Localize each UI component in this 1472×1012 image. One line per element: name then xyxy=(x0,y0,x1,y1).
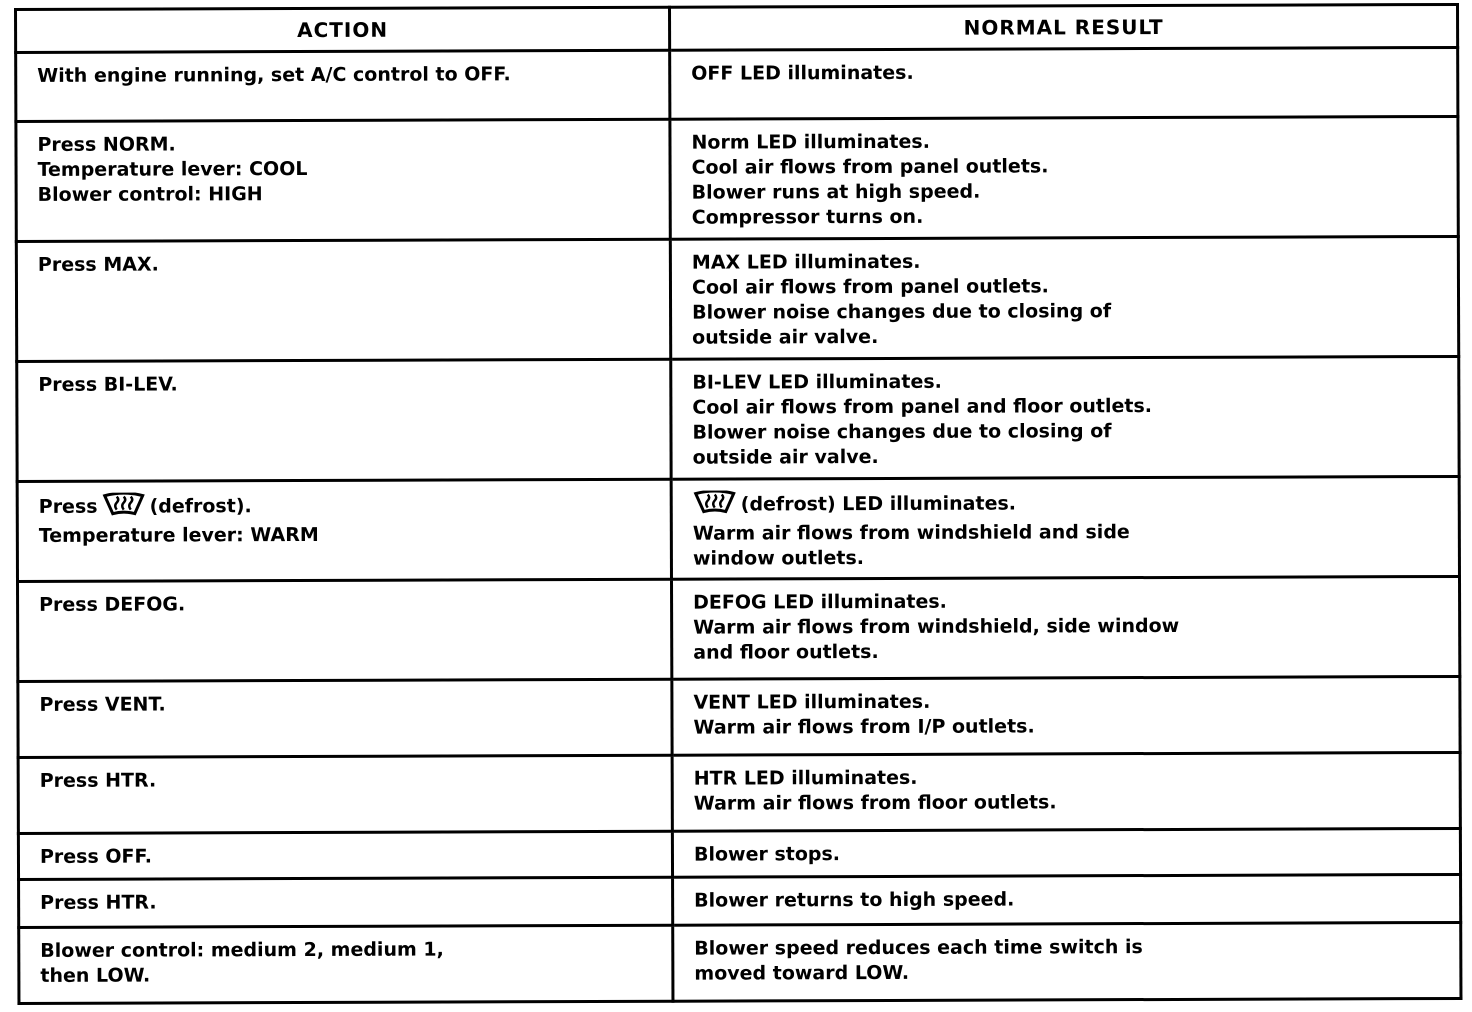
action-cell xyxy=(18,679,672,757)
action-press-text: Press xyxy=(38,495,98,518)
table-row xyxy=(16,47,1458,121)
action-cell xyxy=(19,925,673,1003)
action-line: Press DEFOG. xyxy=(39,593,186,616)
table-row xyxy=(17,476,1459,581)
action-cell xyxy=(19,877,673,927)
result-line: Warm air flows from I/P outlets. xyxy=(693,715,1035,739)
action-line: Blower control: HIGH xyxy=(37,183,263,206)
table-row xyxy=(18,828,1460,879)
result-line: Cool air flows from panel outlets. xyxy=(691,155,1049,179)
action-line: With engine running, set A/C control to OFF. xyxy=(37,63,511,87)
table-header-row xyxy=(16,4,1458,52)
result-line: Cool air flows from panel and floor outlets. xyxy=(692,395,1153,419)
action-line: Press OFF. xyxy=(39,845,152,868)
action-line: Press BI-LEV. xyxy=(38,373,178,396)
result-line: Blower speed reduces each time switch is xyxy=(694,936,1143,960)
action-line: Press HTR. xyxy=(40,891,157,914)
action-line: Press NORM. xyxy=(37,133,176,156)
result-line: Blower noise changes due to closing of xyxy=(692,300,1112,324)
action-line: Press HTR. xyxy=(39,769,157,792)
result-cell xyxy=(670,236,1458,359)
table-row xyxy=(18,752,1460,833)
result-line: Warm air flows from windshield, side window xyxy=(693,614,1180,639)
action-cell xyxy=(18,831,672,879)
action-cell xyxy=(17,359,671,481)
table-row xyxy=(17,356,1459,481)
result-cell xyxy=(671,576,1459,679)
result-cell xyxy=(672,676,1460,755)
action-cell xyxy=(16,119,670,241)
normal-result-column-header: NORMAL RESULT xyxy=(670,4,1458,50)
table-row xyxy=(19,874,1461,927)
result-line: HTR LED illuminates. xyxy=(693,766,918,790)
result-cell xyxy=(671,356,1459,479)
result-cell xyxy=(672,752,1460,831)
result-line: VENT LED illuminates. xyxy=(693,690,931,714)
action-line: Temperature lever: COOL xyxy=(37,157,308,181)
result-line: moved toward LOW. xyxy=(694,961,910,985)
table-row xyxy=(18,576,1460,681)
action-cell xyxy=(16,50,670,121)
action-line: Temperature lever: WARM xyxy=(38,523,319,547)
table-row xyxy=(18,676,1460,757)
action-defrost-text: (defrost). xyxy=(149,495,252,518)
result-cell xyxy=(671,476,1459,579)
table-row xyxy=(19,922,1461,1003)
hvac-test-procedure-table xyxy=(14,3,1462,1005)
result-defrost-text: (defrost) LED illuminates. xyxy=(740,492,1017,516)
result-line: Warm air flows from windshield and side xyxy=(692,521,1130,545)
result-line: and floor outlets. xyxy=(693,640,879,664)
result-line: Blower noise changes due to closing of xyxy=(692,420,1112,444)
result-line: Norm LED illuminates. xyxy=(691,130,930,154)
action-cell xyxy=(16,239,670,361)
result-line: Blower runs at high speed. xyxy=(691,180,981,204)
action-line: Blower control: medium 2, medium 1, xyxy=(40,938,444,962)
procedure-table-container xyxy=(14,3,1459,1005)
action-cell xyxy=(18,755,672,833)
table-row xyxy=(16,116,1458,241)
result-line: BI-LEV LED illuminates. xyxy=(692,370,942,394)
action-line: then LOW. xyxy=(40,964,151,987)
result-line: Compressor turns on. xyxy=(691,205,924,229)
result-line xyxy=(693,488,1444,522)
result-line: Cool air flows from panel outlets. xyxy=(691,275,1049,299)
action-line xyxy=(39,491,656,524)
result-cell xyxy=(670,116,1458,239)
result-line: Blower returns to high speed. xyxy=(694,888,1015,912)
result-line: DEFOG LED illuminates. xyxy=(693,590,947,614)
result-cell xyxy=(673,922,1461,1001)
action-line: Press VENT. xyxy=(39,693,166,716)
action-cell xyxy=(17,479,671,581)
action-column-header: ACTION xyxy=(16,7,670,52)
result-line: Warm air flows from floor outlets. xyxy=(693,791,1057,815)
result-cell xyxy=(670,47,1458,119)
result-line: MAX LED illuminates. xyxy=(691,250,921,274)
result-cell xyxy=(673,874,1461,925)
result-line: window outlets. xyxy=(692,547,865,570)
result-line: outside air valve. xyxy=(692,325,879,349)
result-line: OFF LED illuminates. xyxy=(691,61,914,85)
action-cell xyxy=(18,579,672,681)
defrost-windshield-icon xyxy=(693,490,737,521)
result-line: outside air valve. xyxy=(692,445,879,469)
result-cell xyxy=(672,828,1460,877)
action-line: Press MAX. xyxy=(37,253,159,276)
result-line: Blower stops. xyxy=(693,843,841,866)
table-row xyxy=(16,236,1458,361)
defrost-windshield-icon xyxy=(102,493,146,524)
